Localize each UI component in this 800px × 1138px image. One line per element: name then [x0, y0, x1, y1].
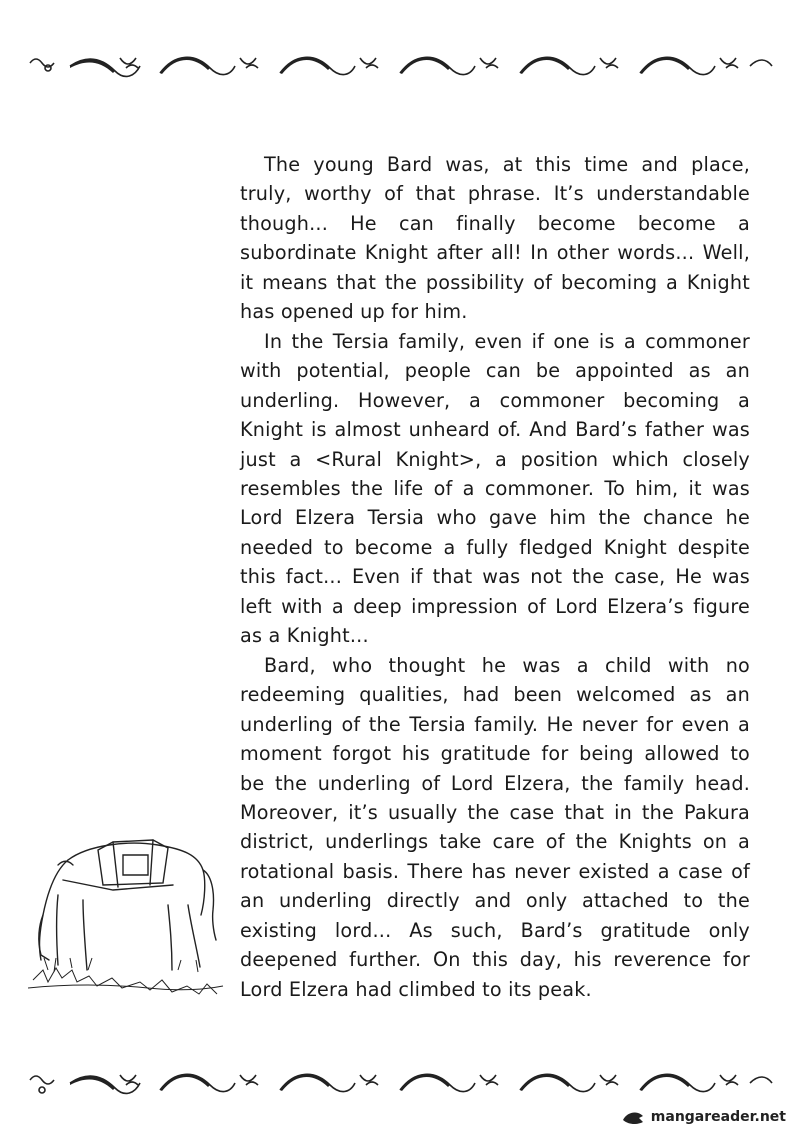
watermark-text: mangareader.net: [650, 1109, 786, 1125]
paragraph-3: Bard, who thought he was a child with no redeeming qualities, had been welcomed as an underling of the Tersia family. He never for even a moment forgot his gratitude for being allowed to be the underling of Lord Elzera, the family head. Moreover, it’s usually the case that in the Pakura district, underlings take care of the Knights on a rotational basis. There has never existed a case of an underling directly and only attached to the existing lord... As such, Bard’s gratitude only deepened further. On this day, his reverence for Lord Elzera had climbed to its peak.: [240, 653, 750, 1001]
grazing-horse-illustration: [28, 820, 228, 995]
watermark: [621, 1108, 786, 1126]
paragraph-1: The young Bard was, at this time and place, truly, worthy of that phrase. It’s understandable though... He can finally become become a subordinate Knight after all! In other words... Well, it means that the possibility of becoming a Knight has opened up for him.: [240, 153, 750, 324]
paragraph-2: In the Tersia family, even if one is a commoner with potential, people can be appointed as an underling. However, a commoner becoming a Knight is almost unheard of. And Bard’s father was just a <Rural Knight>, a position which closely resembles the life of a commoner. To him, it was Lord Elzera Tersia who gave him the chance he needed to become a fully fledged Knight despite this fact... Even if that was not the case, He was left with a deep impression of Lord Elzera’s figure as a Knight...: [240, 329, 750, 648]
bottom-ornamental-border: [0, 1055, 800, 1115]
story-text: [240, 150, 750, 1004]
top-ornamental-border: [0, 38, 800, 98]
watermark-logo-icon: [621, 1108, 647, 1126]
